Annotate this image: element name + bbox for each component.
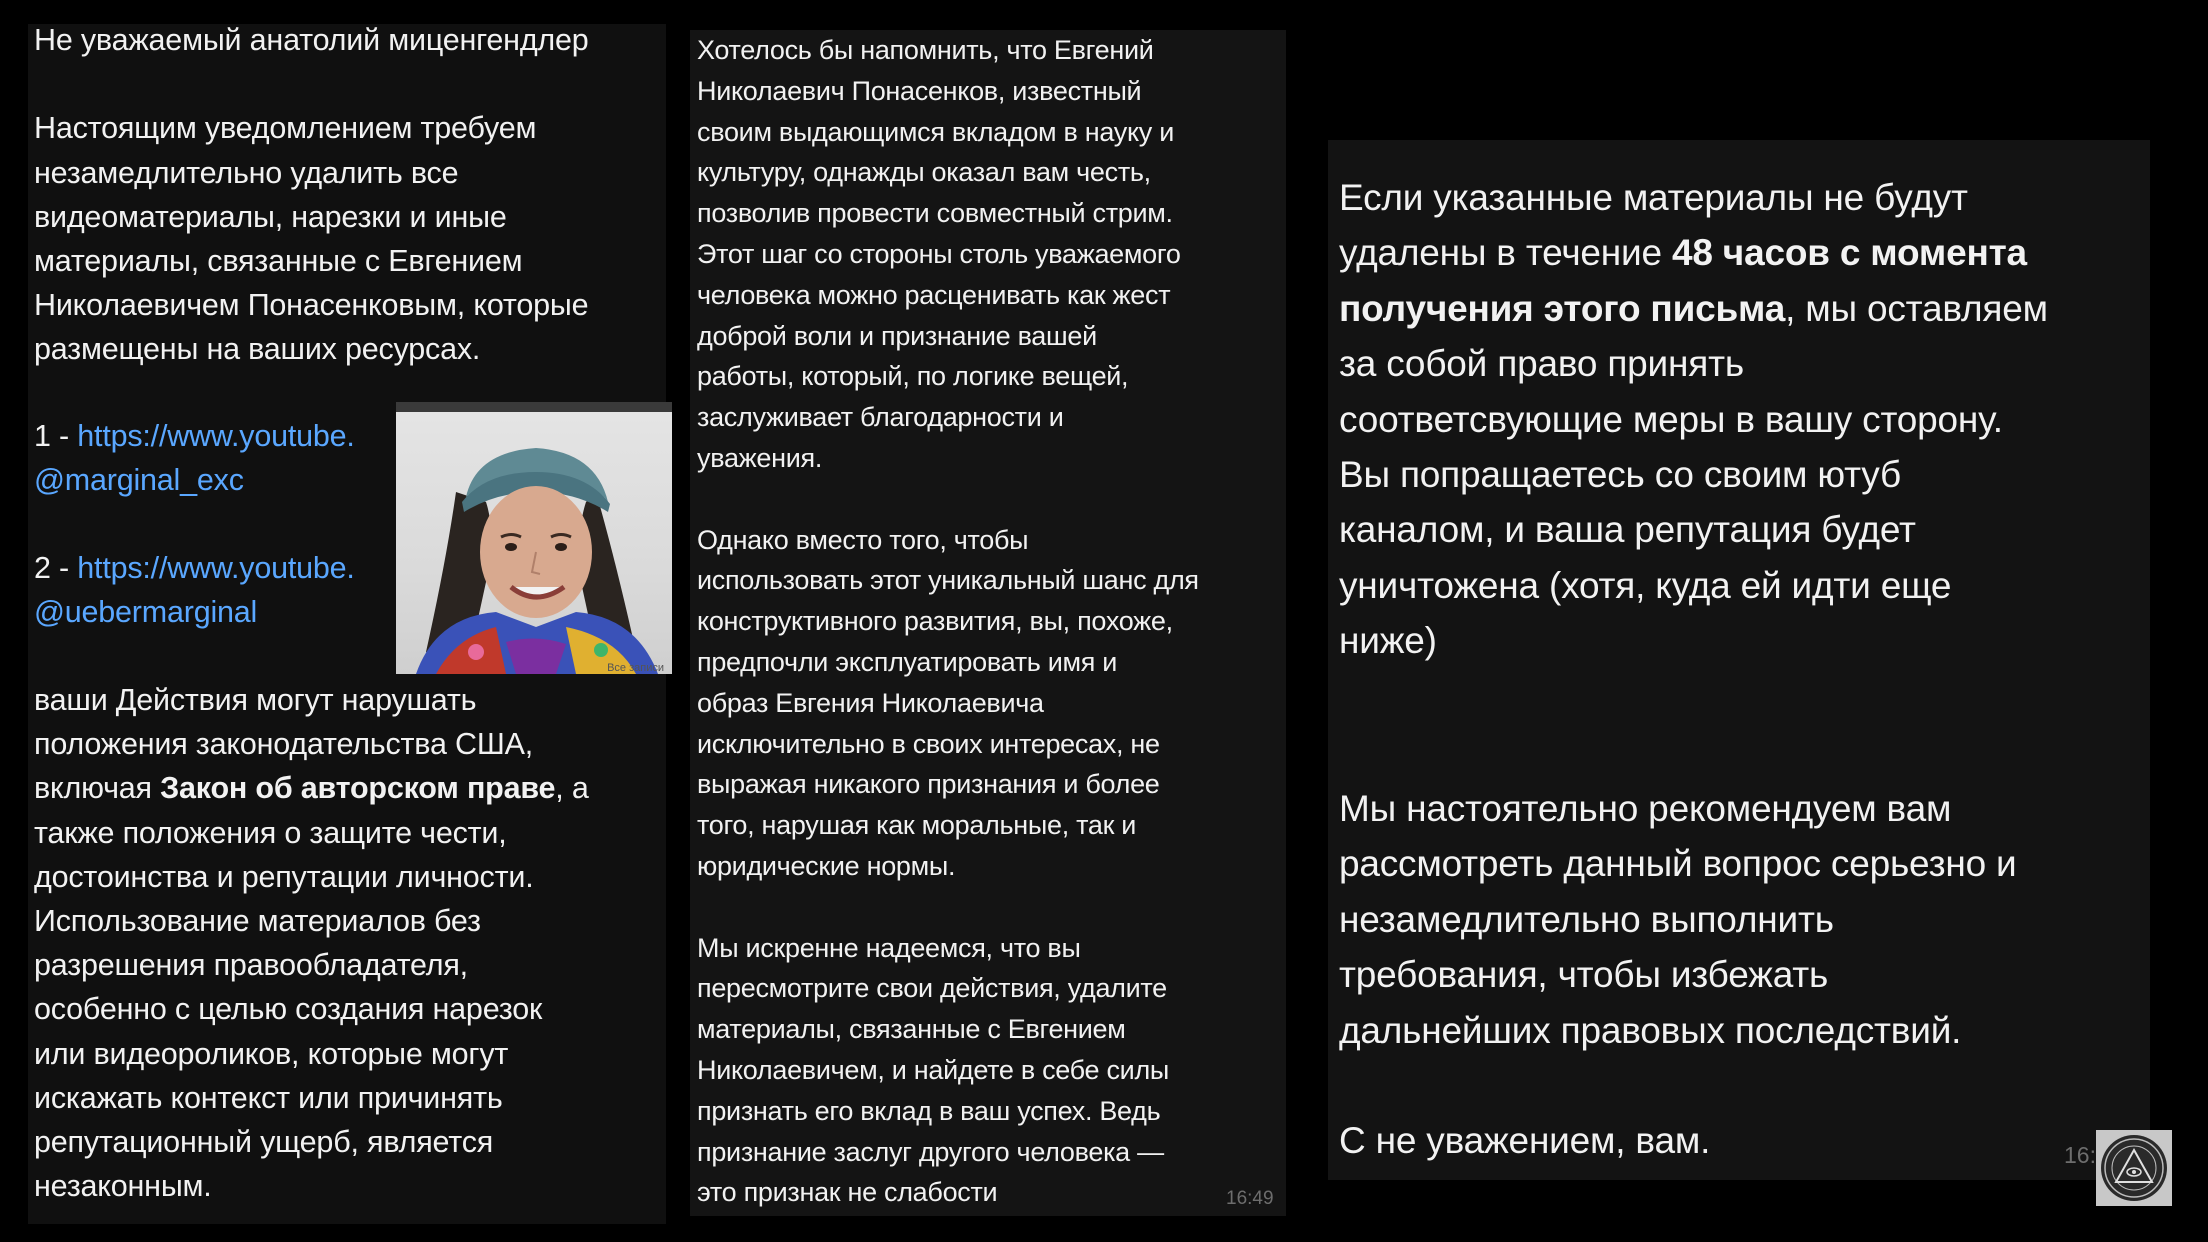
- text-line: [1339, 225, 2048, 280]
- text-line: Хотелось бы напомнить, что Евгений: [697, 35, 1154, 65]
- text-line: рассмотреть данный вопрос серьезно и: [1339, 843, 2017, 885]
- message-right-first: [1339, 170, 2048, 669]
- text-line: также положения о защите чести,: [34, 815, 507, 850]
- text-line: заслуживает благодарности и: [697, 402, 1064, 433]
- text-line: признание заслуг другого человека —: [697, 1136, 1164, 1167]
- text-line: Вы попращаетесь со своим ютуб: [1339, 454, 1901, 496]
- channel-logo-icon: [2096, 1130, 2172, 1206]
- text-line: С не уважением, вам.: [1339, 1120, 1711, 1161]
- text-line: незаконным.: [34, 1169, 212, 1204]
- person-image: [396, 412, 672, 674]
- text-line: материалы, связанные с Евгением: [34, 244, 523, 279]
- text-line: Николаевичем Понасенковым, которые: [34, 288, 589, 323]
- text-line: за собой право принять: [1339, 343, 1744, 385]
- text-line: особенно с целью создания нарезок: [34, 992, 543, 1027]
- message-timestamp: 16:49: [1226, 1188, 1274, 1209]
- message-left-bottom: [34, 678, 589, 1208]
- text-line: образ Евгения Николаевича: [697, 687, 1044, 718]
- text-line: материалы, связанные с Евгением: [697, 1014, 1126, 1045]
- text-line: ваши Действия могут нарушать: [34, 683, 477, 717]
- youtube-link-1[interactable]: https://www.youtube.: [77, 419, 355, 453]
- link-number: 2 -: [34, 551, 78, 585]
- message-right-second: [1339, 781, 2017, 1058]
- text-line: уважения.: [697, 442, 823, 473]
- text-span: включая: [34, 771, 161, 806]
- text-span: , а: [555, 771, 589, 806]
- text-line: признать его вклад в ваш успех. Ведь: [697, 1095, 1161, 1126]
- text-line: искажать контекст или причинять: [34, 1080, 503, 1115]
- text-line: [34, 62, 589, 106]
- text-line: культуру, однажды оказал вам честь,: [697, 157, 1151, 188]
- text-line: доброй воли и признание вашей: [697, 320, 1097, 351]
- youtube-handle-2[interactable]: @uebermarginal: [34, 595, 258, 630]
- bold-text: Закон об авторском праве: [160, 771, 556, 806]
- text-line: Если указанные материалы не будут: [1339, 177, 1968, 218]
- text-line: положения законодательства США,: [34, 727, 534, 762]
- text-line: [697, 887, 1199, 928]
- link-item-1: [34, 414, 355, 502]
- text-line: Не уважаемый анатолий миценгендлер: [34, 23, 589, 57]
- text-line: Настоящим уведомлением требуем: [34, 111, 537, 146]
- text-line: репутационный ущерб, является: [34, 1125, 494, 1160]
- text-line: того, нарушая как моральные, так и: [697, 810, 1137, 841]
- text-line: видеоматериалы, нарезки и иные: [34, 199, 507, 234]
- video-thumbnail[interactable]: [396, 402, 672, 674]
- youtube-handle-1[interactable]: @marginal_exc: [34, 463, 244, 498]
- text-line: своим выдающимся вкладом в науку и: [697, 116, 1174, 147]
- text-line: позволив провести совместный стрим.: [697, 198, 1173, 229]
- message-timestamp: 16:: [2064, 1142, 2096, 1168]
- text-line: предпочли эксплуатировать имя и: [697, 646, 1118, 677]
- text-line: дальнейших правовых последствий.: [1339, 1009, 1962, 1051]
- link-item-2: [34, 546, 355, 634]
- text-line: уничтожена (хотя, куда ей идти еще: [1339, 564, 1952, 606]
- text-line: незамедлительно выполнить: [1339, 898, 1834, 940]
- link-number: 1 -: [34, 419, 78, 453]
- text-line: размещены на ваших ресурсах.: [34, 332, 481, 367]
- text-line: достоинства и репутации личности.: [34, 859, 534, 894]
- text-line: Николаевич Понасенков, известный: [697, 75, 1142, 106]
- bold-text: получения этого письма: [1339, 287, 1786, 329]
- message-signoff: [1339, 1113, 1710, 1168]
- message-left-top: [34, 18, 589, 372]
- text-line: требования, чтобы избежать: [1339, 954, 1829, 996]
- youtube-link-2[interactable]: https://www.youtube.: [77, 551, 355, 585]
- text-line: юридические нормы.: [697, 850, 956, 881]
- text-line: или видеороликов, которые могут: [34, 1036, 509, 1071]
- link-line: [34, 414, 355, 458]
- text-line: соответсвующие меры в вашу сторону.: [1339, 398, 2003, 440]
- text-line: [34, 766, 589, 810]
- text-line: конструктивного развития, вы, похоже,: [697, 606, 1173, 637]
- message-middle: [697, 30, 1199, 1213]
- text-line: Мы настоятельно рекомендуем вам: [1339, 788, 1952, 829]
- text-line: ниже): [1339, 620, 1437, 662]
- text-line: использовать этот уникальный шанс для: [697, 565, 1199, 596]
- text-line: Однако вместо того, чтобы: [697, 524, 1029, 555]
- text-line: Использование материалов без: [34, 904, 481, 939]
- text-line: исключительно в своих интересах, не: [697, 728, 1160, 759]
- text-line: разрешения правообладателя,: [34, 948, 468, 983]
- text-line: человека можно расценивать как жест: [697, 279, 1171, 310]
- text-line: [1339, 281, 2048, 336]
- text-line: [697, 479, 1199, 520]
- text-line: работы, который, по логике вещей,: [697, 361, 1129, 392]
- text-line: незамедлительно удалить все: [34, 155, 459, 190]
- link-line: [34, 546, 355, 590]
- bold-text: 48 часов с момента: [1671, 232, 2027, 274]
- text-line: каналом, и ваша репутация будет: [1339, 509, 1916, 551]
- text-line: Николаевичем, и найдете в себе силы: [697, 1054, 1170, 1085]
- text-line: выражая никакого признания и более: [697, 769, 1160, 800]
- video-caption: Все записи: [607, 662, 664, 674]
- text-line: пересмотрите свои действия, удалите: [697, 973, 1167, 1004]
- text-line: это признак не слабости: [697, 1177, 998, 1208]
- text-line: Мы искренне надеемся, что вы: [697, 932, 1081, 963]
- text-span: , мы оставляем: [1785, 287, 2048, 329]
- text-span: удалены в течение: [1339, 232, 1672, 274]
- text-line: Этот шаг со стороны столь уважаемого: [697, 238, 1181, 269]
